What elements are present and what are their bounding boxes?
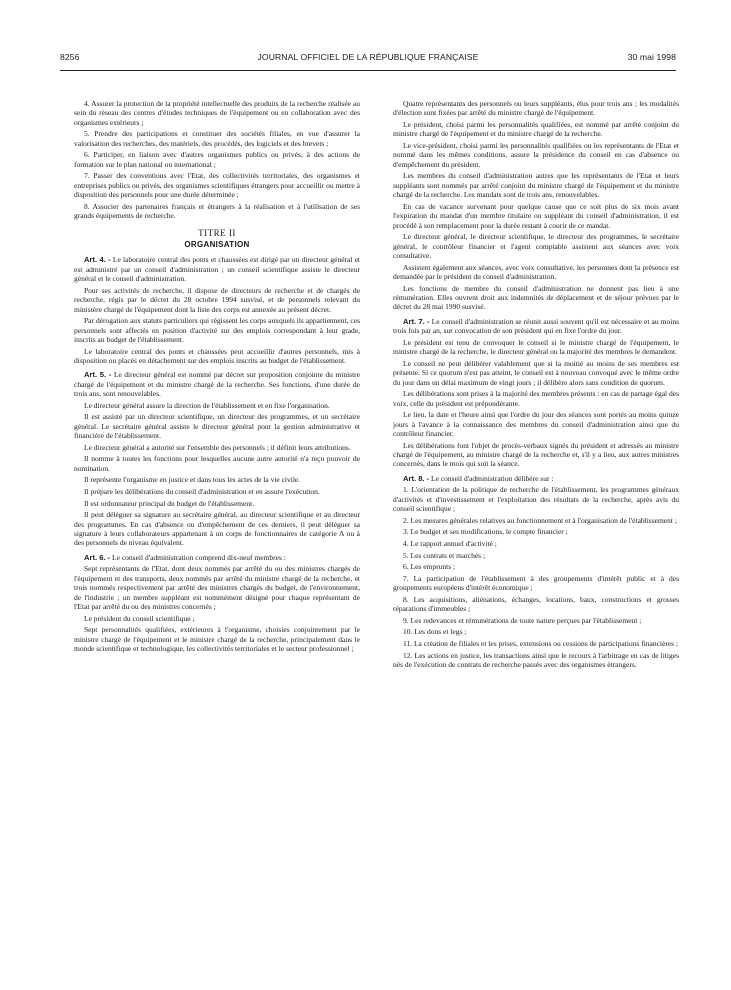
art8-heading: Art. 8. - [403,473,430,483]
cont-para-2: Le président, choisi parmi les personnalités qualifiées, est nommé par arrêté conjoint du ministre chargé de l'équipement et du ministre chargé de la recherche. [393,120,679,139]
art8-item-6: 6. Les emprunts ; [403,562,456,572]
cont-para-4: Les membres du conseil d'administration autres que les représentants de l'Etat et leurs suppléants sont nommés par arrêté conjoint du ministre chargé de l'équipement et du ministre chargé de la recherche. Les mandats sont de trois ans, renouvelables. [393,171,679,200]
art8-item-12: 12. Les actions en justice, les transactions ainsi que le recours à l'arbitrage en cas de litiges nés de l'exécution de contrats de recherche passés avec des organismes étrangers. [393,650,679,670]
art8-paragraph [393,474,679,483]
cont-para-6: Le directeur général, le directeur scientifique, le directeur des programmes, le secrétaire général, le contrôleur financier et l'agent comptable assistent aux séances avec voix consultative. [393,232,679,261]
art5-text: Le directeur général est nommé par décret sur proposition conjointe du ministre chargé de l'équipement et du ministre chargé de la recherche. Ses fonctions, d'une durée de trois ans, sont renouvelables. [74,370,361,399]
art7-para-5: Le lieu, la date et l'heure ainsi que l'ordre du jour des séances sont portés au moins quinze jours à l'avance à la connaissance des membres du conseil d'administration ainsi que du contrôleur financier. [393,410,679,439]
art7-text: Le conseil d'administration se réunit aussi souvent qu'il est nécessaire et au moins trois fois par an, sur convocation de son président qui en fixe l'ordre du jour. [393,316,679,336]
cont-para-3: Le vice-président, choisi parmi les personnalités qualifiées ou les représentants de l'Etat et nommé dans les mêmes conditions, assure la présidence du conseil en cas d'absence ou d'empêchement du président. [393,141,679,169]
right-column [393,99,679,672]
art5-heading: Art. 5. - [84,370,112,380]
art6-para-3: Le président du conseil scientifique ; [84,613,195,623]
cont-para-1: Quatre représentants des personnels ou leurs suppléants, élus pour trois ans ; les modalités d'élection sont fixées par arrêté du ministre chargé de l'équipement. [393,99,679,118]
art5-paragraph [74,370,360,398]
art6-para-4: Sept personnalités qualifiées, extérieures à l'organisme, choisies conjointement par le ministre chargé de l'équipement et le ministre chargé de la recherche, principalement dans le monde scientifique et technologique, les collectivités territoriales et le secteur professionnel ; [74,625,360,654]
item-6: 6. Participer, en liaison avec d'autres organismes publics ou privés, à des actions de formation sur le plan national ou international ; [74,150,360,169]
art7-para-6: Les délibérations font l'objet de procès-verbaux signés du président et adressés au ministre chargé de l'équipement, au ministre chargé de la recherche et, s'il y a lieu, aux autres ministres concernés, dans le mois qui suit la séance. [393,440,679,469]
left-column [74,99,360,656]
art7-para-4: Les délibérations sont prises à la majorité des membres présents : en cas de partage égal des voix, celle du président est prépondérante. [393,389,679,408]
art7-para-3: Le conseil ne peut délibérer valablement que si la moitié au moins de ses membres est présente. Si ce quorum n'est pas atteint, le conseil est à nouveau convoqué avec le même ordre du jour dans un délai maximum de vingt jours ; il délibère alors sans condition de quorum. [393,358,679,387]
art8-item-10: 10. Les dons et legs ; [403,627,467,637]
item-7: 7. Passer des conventions avec l'Etat, des collectivités territoriales, des organismes et entreprises publics ou privés, des organismes scientifiques étrangers pour accueillir ou mettre à disposition des personnels pour une durée déterminée ; [74,171,360,200]
art7-paragraph [393,317,679,336]
art8-item-5: 5. Les contrats et marchés ; [403,550,486,560]
art7-heading: Art. 7. - [403,316,430,326]
page-number: 8256 [60,52,80,62]
art6-para-2: Sept représentants de l'Etat, dont deux nommés par arrêté du ou des ministres chargés de l'équipement et des transports, deux nommés par arrêté du ministre chargé de la recherche, et trois nommés respectivement par arrêté des ministres chargés du budget, de l'environnement, de l'industrie ; un membre suppléant est nommément désigné pour chaque représentant de l'Etat par arrêté du ou des ministres concernés ; [74,564,360,612]
item-8: 8. Associer des partenaires français et étrangers à la réalisation et à l'utilisation de ses grands équipements de recherche. [74,201,360,221]
cont-para-8: Les fonctions de membre du conseil d'administration ne donnent pas lieu à une rémunération. Elles ouvrent droit aux indemnités de déplacement et de séjour prévues par le décret du 28 mai 1990 susvisé. [393,283,679,312]
art5-para-8: Il est ordonnateur principal du budget de l'établissement. [84,498,255,508]
art5-para-5: Il nomme à toutes les fonctions pour lesquelles aucune autre autorité n'a reçu pouvoir de nomination. [74,454,360,473]
art8-item-3: 3. Le budget et ses modifications, le compte financier ; [403,527,568,537]
art6-paragraph [74,553,360,562]
art8-item-2: 2. Les mesures générales relatives au fonctionnement et à l'organisation de l'établissement ; [403,515,677,525]
art4-text: Le laboratoire central des ponts et chaussées est dirigé par un directeur général et est administré par un conseil d'administration ; un conseil scientifique assiste le directeur général et le conseil d'administration. [74,255,361,284]
item-5: 5. Prendre des participations et constituer des sociétés filiales, en vue d'assurer la valorisation des recherches, des matériels, des procédés, des logiciels et des brevets ; [74,129,360,148]
journal-title: JOURNAL OFFICIEL DE LA RÉPUBLIQUE FRANÇAISE [257,52,479,62]
art5-para-6: Il représente l'organisme en justice et dans tous les actes de la vie civile. [84,475,301,485]
page-header [60,52,676,68]
art4-paragraph [74,255,360,283]
art4-heading: Art. 4. - [84,255,111,265]
art6-text: Le conseil d'administration comprend dix-neuf membres : [112,552,286,562]
art8-item-8: 8. Les acquisitions, aliénations, échanges, locations, baux, constructions et grosses réparations d'immeubles ; [393,594,679,614]
art8-item-1: 1. L'orientation de la politique de recherche de l'établissement, les programmes généraux d'activités et d'investissement et l'exploitation des résultats de la recherche, après avis du conseil scientifique ; [393,485,679,514]
cont-para-5: En cas de vacance survenant pour quelque cause que ce soit plus de six mois avant l'expiration du mandat d'un membre titulaire ou suppléant du conseil d'administration, il est procédé à son remplacement pour la durée restant à courir de ce mandat. [393,201,679,230]
header-rule [60,70,676,71]
issue-date: 30 mai 1998 [627,52,676,62]
art4-para-2: Pour ses activités de recherche, il dispose de directeurs de recherche et de chargés de recherche, régis par le décret du 28 octobre 1994 susvisé, et de personnels relevant du ministère chargé de l'équipement dont la liste des corps est annexée au présent décret. [74,285,360,314]
art6-heading: Art. 6. - [84,552,111,562]
titre-heading: TITRE II [198,227,236,238]
art5-para-7: Il prépare les délibérations du conseil d'administration et en assure l'exécution. [84,487,320,497]
art5-para-2: Le directeur général assure la direction de l'établissement et en fixe l'organisation. [84,400,330,410]
titre-subtitle: ORGANISATION [184,240,250,250]
art8-item-7: 7. La participation de l'établissement à des groupements d'intérêt public et à des groupements européens d'intérêt économique ; [393,573,679,593]
art8-text: Le conseil d'administration délibère sur : [431,473,554,483]
cont-para-7: Assistent également aux séances, avec voix consultative, les personnes dont la présence est demandée par le président du conseil d'administration. [393,262,679,282]
item-4: 4. Assurer la protection de la propriété intellectuelle des produits de la recherche réalisée au sein du réseau des centres d'études techniques de l'équipement ou en collaboration avec des organismes extérieurs ; [74,99,360,127]
art5-para-3: Il est assisté par un directeur scientifique, un directeur des programmes, et un secrétaire général. Le secrétaire général assiste le directeur général pour la gestion administrative et financière de l'établissement. [74,412,360,441]
art7-para-2: Le président est tenu de convoquer le conseil si le ministre chargé de l'équipement, le ministre chargé de la recherche, le directeur général ou la majorité des membres le demandent. [393,337,679,357]
art8-item-4: 4. Le rapport annuel d'activité ; [403,539,497,549]
art5-para-4: Le directeur général a autorité sur l'ensemble des personnels ; il définit leurs attributions. [84,442,351,452]
art8-item-9: 9. Les redevances et rémunérations de toute nature perçues par l'établissement ; [403,615,642,625]
art8-item-11: 11. La création de filiales et les prises, extensions ou cessions de participations financières ; [403,639,679,649]
art4-para-4: Le laboratoire central des ponts et chaussées peut accueillir d'autres personnels, mis à disposition ou placés en détachement sur des emplois inscrits au budget de l'établissement. [74,346,360,366]
art5-para-9: Il peut déléguer sa signature au secrétaire général, au directeur scientifique et au directeur des programmes. En cas d'absence ou d'empêchement de ces derniers, il peut déléguer sa signature à leurs collaborateurs appartenant à un corps de fonctionnaires de catégorie A ou à des personnels de niveau équivalent. [74,510,360,548]
art4-para-3: Par dérogation aux statuts particuliers qui régissent les corps auxquels ils appartiennent, ces personnels sont affectés en position d'activité sur des emplois correspondant à leur grade, inscrits au budget de l'établissement. [74,316,360,345]
